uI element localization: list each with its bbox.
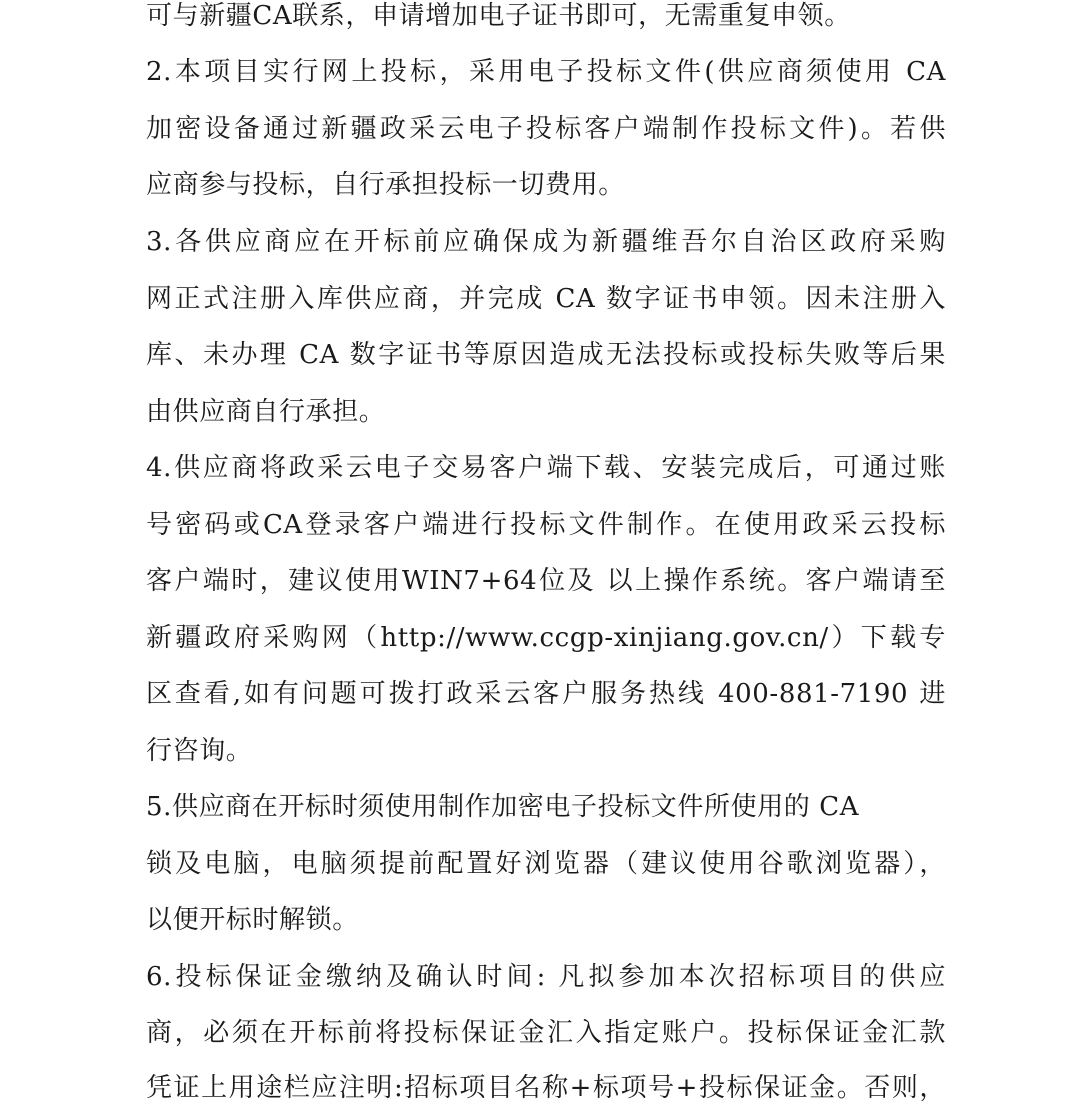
text-line-5: 3.各供应商应在开标前应确保成为新疆维吾尔自治区政府采购: [146, 227, 946, 257]
text-line-11: 客户端时，建议使用WIN7+64位及 以上操作系统。客户端请至: [146, 566, 946, 596]
text-line-4: 应商参与投标，自行承担投标一切费用。: [146, 170, 625, 200]
text-line-1: 可与新疆CA联系，申请增加电子证书即可，无需重复申领。: [146, 1, 851, 31]
text-line-2: 2.本项目实行网上投标，采用电子投标文件(供应商须使用 CA: [146, 57, 946, 87]
text-line-9: 4.供应商将政采云电子交易客户端下载、安装完成后，可通过账: [146, 453, 946, 483]
text-line-14: 行咨询。: [146, 736, 253, 766]
text-line-13: 区查看,如有问题可拨打政采云客户服务热线 400-881-7190 进: [146, 679, 946, 709]
text-line-10: 号密码或CA登录客户端进行投标文件制作。在使用政采云投标: [146, 510, 946, 540]
text-line-6: 网正式注册入库供应商，并完成 CA 数字证书申领。因未注册入: [146, 284, 946, 314]
text-line-8: 由供应商自行承担。: [146, 397, 386, 427]
text-line-7: 库、未办理 CA 数字证书等原因造成无法投标或投标失败等后果: [146, 340, 946, 370]
text-line-3: 加密设备通过新疆政采云电子投标客户端制作投标文件)。若供: [146, 114, 946, 144]
text-line-20: 凭证上用途栏应注明:招标项目名称+标项号+投标保证金。否则，: [146, 1073, 946, 1103]
text-line-18: 6.投标保证金缴纳及确认时间: 凡拟参加本次招标项目的供应: [146, 962, 946, 992]
text-line-19: 商，必须在开标前将投标保证金汇入指定账户。投标保证金汇款: [146, 1018, 946, 1048]
text-line-15: 5.供应商在开标时须使用制作加密电子投标文件所使用的 CA: [146, 792, 860, 822]
text-line-12: 新疆政府采购网（http://www.ccgp-xinjiang.gov.cn/）下载专: [146, 623, 946, 653]
text-line-16: 锁及电脑，电脑须提前配置好浏览器（建议使用谷歌浏览器），: [146, 849, 946, 879]
text-line-17: 以便开标时解锁。: [146, 905, 359, 935]
